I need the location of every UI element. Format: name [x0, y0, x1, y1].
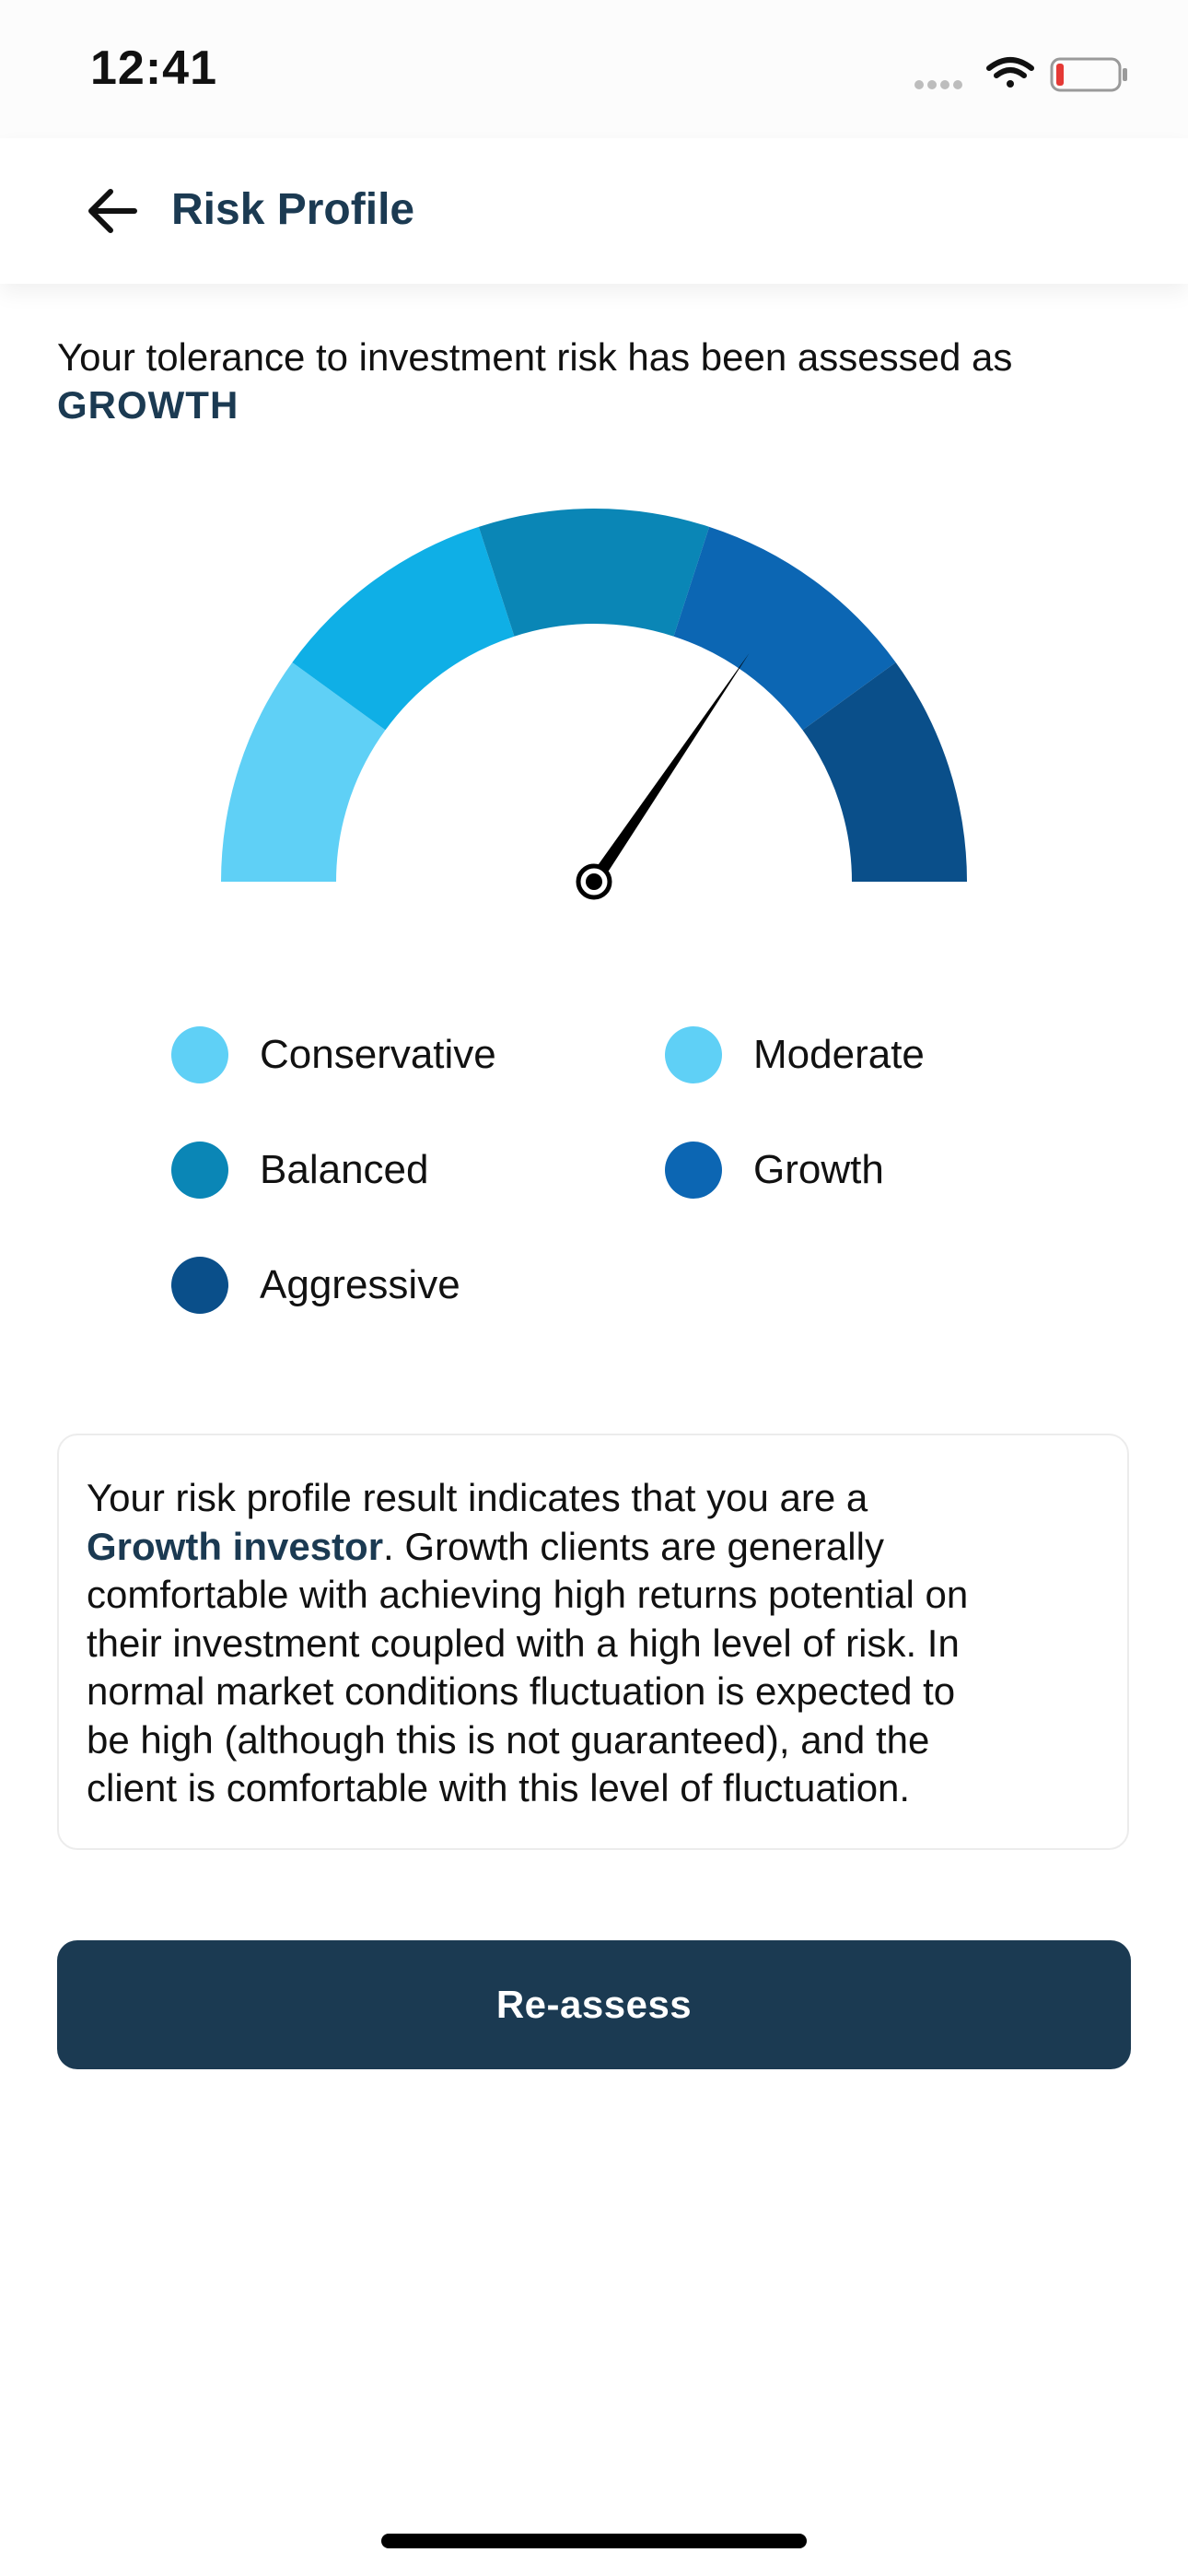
- gauge-needle-center: [586, 873, 602, 890]
- status-bar: [0, 0, 1188, 138]
- status-icons: [914, 53, 1135, 94]
- arrow-left-icon: [81, 182, 147, 240]
- description-line-5: normal market conditions fluctuation is expected to: [87, 1669, 956, 1713]
- page-title: Risk Profile: [171, 185, 415, 234]
- description-line-3: comfortable with achieving high returns potential on: [87, 1573, 969, 1616]
- legend-label-moderate: Moderate: [753, 1032, 925, 1077]
- home-indicator: [381, 2534, 807, 2548]
- risk-description-card: [57, 1434, 1129, 1850]
- description-line-6: be high (although this is not guaranteed), and the: [87, 1717, 930, 1762]
- legend-item-moderate: [665, 1023, 925, 1087]
- description-line-1: Your risk profile result indicates that you are a: [87, 1476, 868, 1519]
- legend-dot-balanced: [171, 1142, 228, 1199]
- legend-item-growth: [665, 1138, 884, 1202]
- legend-label-growth: Growth: [753, 1147, 884, 1192]
- legend-label-conservative: Conservative: [260, 1032, 496, 1077]
- assessment-intro-text: Your tolerance to investment risk has been assessed as: [57, 335, 1013, 379]
- description-line-2: . Growth clients are generally: [383, 1524, 884, 1568]
- gauge-segment-balanced: [479, 509, 709, 637]
- legend-item-balanced: [171, 1138, 428, 1202]
- gauge-needle: [588, 653, 749, 885]
- reassess-button[interactable]: Re-assess: [57, 1940, 1131, 2069]
- battery-low-icon: [1052, 59, 1127, 90]
- risk-legend: [166, 1023, 1050, 1354]
- wifi-icon: [989, 60, 1031, 88]
- legend-label-aggressive: Aggressive: [260, 1262, 460, 1307]
- legend-item-conservative: [171, 1023, 496, 1087]
- legend-dot-conservative: [171, 1026, 228, 1083]
- legend-label-balanced: Balanced: [260, 1147, 429, 1192]
- back-button[interactable]: [81, 182, 147, 240]
- status-time: 12:41: [90, 41, 217, 95]
- legend-dot-growth: [665, 1142, 722, 1199]
- assessment-result: GROWTH: [57, 383, 239, 427]
- description-line-7: client is comfortable with this level of fluctuation.: [87, 1766, 911, 1809]
- legend-dot-moderate: [665, 1026, 722, 1083]
- signal-dots-icon: [914, 80, 962, 89]
- description-line-4: their investment coupled with a high level of risk. In: [87, 1621, 960, 1665]
- app-header: [0, 138, 1188, 284]
- investor-type-highlight: Growth investor: [87, 1524, 384, 1568]
- risk-description-text: [87, 1474, 1100, 1813]
- legend-item-aggressive: [171, 1253, 460, 1317]
- legend-dot-aggressive: [171, 1257, 228, 1314]
- risk-gauge: [184, 479, 1004, 912]
